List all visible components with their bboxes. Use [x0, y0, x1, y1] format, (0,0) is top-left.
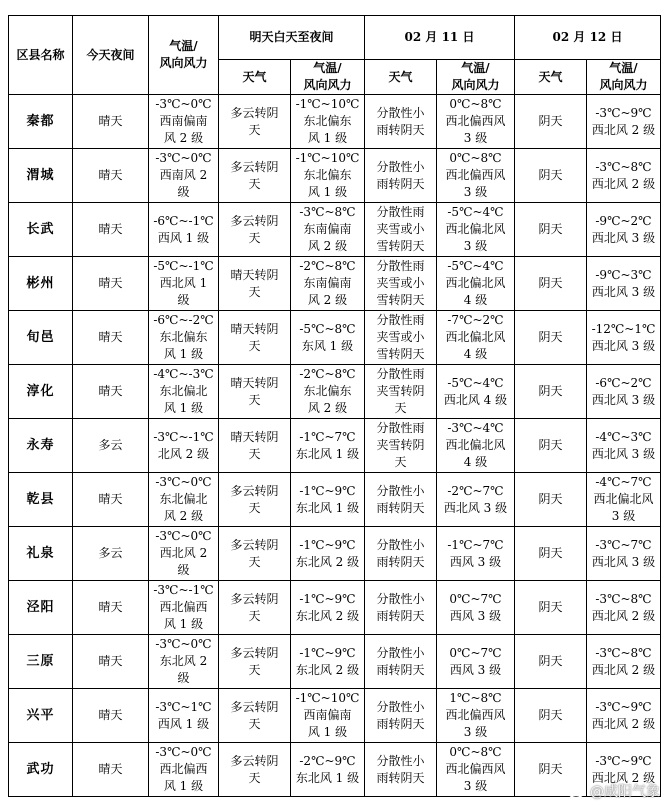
- tomorrow-temp-wind: -1℃~9℃ 东北风 2 级: [291, 635, 365, 689]
- header-tonight-temp-wind: 气温/ 风向风力: [149, 16, 219, 95]
- table-row: [9, 311, 661, 365]
- day2-temp-wind: -2℃~7℃ 西北风 3 级: [437, 473, 515, 527]
- day3-temp-wind: -3℃~8℃ 西北风 2 级: [587, 635, 661, 689]
- day2-temp-wind: -5℃~4℃ 西北偏北风 4 级: [437, 257, 515, 311]
- day3-temp-wind: -6℃~2℃ 西北风 3 级: [587, 365, 661, 419]
- tomorrow-temp-wind: -1℃~7℃ 东北风 1 级: [291, 419, 365, 473]
- tomorrow-weather: 晴天转阴 天: [219, 257, 291, 311]
- tomorrow-weather: 多云转阴 天: [219, 635, 291, 689]
- header-day3: 02 月 12 日: [515, 16, 661, 60]
- day3-weather: 阴天: [515, 527, 587, 581]
- day2-weather: 分散性雨 夹雪转阴 天: [365, 419, 437, 473]
- tonight-weather: 晴天: [73, 257, 149, 311]
- day3-temp-wind: -4℃~3℃ 西北风 3 级: [587, 419, 661, 473]
- tomorrow-temp-wind: -1℃~10℃ 西南偏南 风 1 级: [291, 689, 365, 743]
- county-name: 旬邑: [9, 311, 73, 365]
- tonight-temp-wind: -6℃~-1℃ 西风 1 级: [149, 203, 219, 257]
- tomorrow-temp-wind: -1℃~10℃ 东北偏东 风 1 级: [291, 149, 365, 203]
- day2-temp-wind: -1℃~7℃ 西风 3 级: [437, 527, 515, 581]
- forecast-table: [8, 15, 661, 797]
- header-weather: 天气: [219, 60, 291, 95]
- day2-weather: 分散性小 雨转阴天: [365, 635, 437, 689]
- tonight-temp-wind: -3℃~0℃ 西南风 2 级: [149, 149, 219, 203]
- tomorrow-weather: 多云转阴 天: [219, 95, 291, 149]
- tonight-weather: 晴天: [73, 635, 149, 689]
- day3-temp-wind: -3℃~9℃ 西北风 2 级: [587, 689, 661, 743]
- county-name: 武功: [9, 743, 73, 797]
- day2-temp-wind: -7℃~2℃ 西北偏北风 4 级: [437, 311, 515, 365]
- day2-temp-wind: -3℃~4℃ 西北偏北风 4 级: [437, 419, 515, 473]
- day3-temp-wind: -3℃~8℃ 西北风 2 级: [587, 581, 661, 635]
- day3-weather: 阴天: [515, 365, 587, 419]
- day3-temp-wind: -9℃~3℃ 西北风 3 级: [587, 257, 661, 311]
- county-name: 泾阳: [9, 581, 73, 635]
- day3-weather: 阴天: [515, 257, 587, 311]
- day3-weather: 阴天: [515, 581, 587, 635]
- header-weather: 天气: [515, 60, 587, 95]
- day3-weather: 阴天: [515, 203, 587, 257]
- table-row: [9, 257, 661, 311]
- tonight-weather: 多云: [73, 527, 149, 581]
- table-row: [9, 473, 661, 527]
- day2-weather: 分散性雨 夹雪或小 雪转阴天: [365, 311, 437, 365]
- forecast-body: [9, 95, 661, 797]
- day2-weather: 分散性雨 夹雪或小 雪转阴天: [365, 203, 437, 257]
- day3-temp-wind: -12℃~1℃ 西北风 3 级: [587, 311, 661, 365]
- day2-weather: 分散性小 雨转阴天: [365, 743, 437, 797]
- tonight-temp-wind: -3℃~0℃ 西北风 2 级: [149, 527, 219, 581]
- tonight-temp-wind: -3℃~-1℃ 北风 2 级: [149, 419, 219, 473]
- table-row: [9, 689, 661, 743]
- county-name: 长武: [9, 203, 73, 257]
- day3-weather: 阴天: [515, 635, 587, 689]
- tomorrow-temp-wind: -1℃~9℃ 东北风 1 级: [291, 473, 365, 527]
- day3-temp-wind: -3℃~8℃ 西北风 2 级: [587, 149, 661, 203]
- header-tonight: 今天夜间: [73, 16, 149, 95]
- header-temp-wind: 气温/ 风向风力: [437, 60, 515, 95]
- tonight-weather: 晴天: [73, 581, 149, 635]
- county-name: 三原: [9, 635, 73, 689]
- county-name: 彬州: [9, 257, 73, 311]
- tomorrow-weather: 晴天转阴 天: [219, 419, 291, 473]
- weibo-logo-icon: [568, 784, 586, 798]
- table-row: [9, 149, 661, 203]
- county-name: 礼泉: [9, 527, 73, 581]
- tonight-temp-wind: -4℃~-3℃ 东北偏北 风 1 级: [149, 365, 219, 419]
- tomorrow-temp-wind: -5℃~8℃ 东风 1 级: [291, 311, 365, 365]
- tonight-temp-wind: -3℃~0℃ 西北偏西 风 1 级: [149, 743, 219, 797]
- day2-temp-wind: 1℃~8℃ 西北偏西风 3 级: [437, 689, 515, 743]
- day2-weather: 分散性雨 夹雪或小 雪转阴天: [365, 257, 437, 311]
- tomorrow-weather: 多云转阴 天: [219, 743, 291, 797]
- table-row: [9, 203, 661, 257]
- table-row: [9, 419, 661, 473]
- tonight-weather: 晴天: [73, 473, 149, 527]
- day3-weather: 阴天: [515, 743, 587, 797]
- watermark: [568, 781, 660, 801]
- tomorrow-weather: 晴天转阴 天: [219, 311, 291, 365]
- day2-weather: 分散性小 雨转阴天: [365, 689, 437, 743]
- tonight-temp-wind: -3℃~0℃ 东北风 2 级: [149, 635, 219, 689]
- table-row: [9, 581, 661, 635]
- day2-weather: 分散性小 雨转阴天: [365, 473, 437, 527]
- tomorrow-weather: 多云转阴 天: [219, 203, 291, 257]
- tonight-temp-wind: -6℃~-2℃ 东北偏东 风 1 级: [149, 311, 219, 365]
- tomorrow-weather: 多云转阴 天: [219, 527, 291, 581]
- tomorrow-temp-wind: -1℃~9℃ 东北风 2 级: [291, 581, 365, 635]
- tomorrow-weather: 多云转阴 天: [219, 149, 291, 203]
- tonight-temp-wind: -3℃~1℃ 西风 1 级: [149, 689, 219, 743]
- day3-weather: 阴天: [515, 473, 587, 527]
- header-tomorrow: 明天白天至夜间: [219, 16, 365, 60]
- tonight-weather: 晴天: [73, 311, 149, 365]
- table-row: [9, 527, 661, 581]
- tonight-weather: 晴天: [73, 365, 149, 419]
- header-day2: 02 月 11 日: [365, 16, 515, 60]
- tonight-temp-wind: -5℃~-1℃ 西北风 1 级: [149, 257, 219, 311]
- header-weather: 天气: [365, 60, 437, 95]
- day2-temp-wind: 0℃~8℃ 西北偏西风 3 级: [437, 743, 515, 797]
- tonight-weather: 晴天: [73, 149, 149, 203]
- table-row: [9, 95, 661, 149]
- tonight-weather: 晴天: [73, 743, 149, 797]
- county-name: 渭城: [9, 149, 73, 203]
- table-row: [9, 365, 661, 419]
- day3-weather: 阴天: [515, 95, 587, 149]
- tomorrow-temp-wind: -2℃~9℃ 东北风 1 级: [291, 743, 365, 797]
- tomorrow-temp-wind: -3℃~8℃ 东南偏南 风 2 级: [291, 203, 365, 257]
- county-name: 兴平: [9, 689, 73, 743]
- tomorrow-weather: 多云转阴 天: [219, 689, 291, 743]
- tomorrow-weather: 晴天转阴 天: [219, 365, 291, 419]
- day2-weather: 分散性雨 夹雪转阴 天: [365, 365, 437, 419]
- watermark-text: @咸阳气象: [590, 784, 660, 800]
- day2-weather: 分散性小 雨转阴天: [365, 95, 437, 149]
- day2-temp-wind: 0℃~8℃ 西北偏西风 3 级: [437, 149, 515, 203]
- day2-weather: 分散性小 雨转阴天: [365, 581, 437, 635]
- county-name: 淳化: [9, 365, 73, 419]
- day2-temp-wind: -5℃~4℃ 西北偏北风 3 级: [437, 203, 515, 257]
- header-temp-wind: 气温/ 风向风力: [587, 60, 661, 95]
- tonight-temp-wind: -3℃~-1℃ 西北偏西 风 1 级: [149, 581, 219, 635]
- tomorrow-temp-wind: -1℃~9℃ 东北风 2 级: [291, 527, 365, 581]
- tonight-weather: 晴天: [73, 203, 149, 257]
- table-row: [9, 635, 661, 689]
- day3-weather: 阴天: [515, 689, 587, 743]
- tonight-weather: 晴天: [73, 95, 149, 149]
- tomorrow-weather: 多云转阴 天: [219, 581, 291, 635]
- day3-weather: 阴天: [515, 311, 587, 365]
- county-name: 乾县: [9, 473, 73, 527]
- header-county: 区县名称: [9, 16, 73, 95]
- day2-temp-wind: -5℃~4℃ 西北风 4 级: [437, 365, 515, 419]
- tomorrow-temp-wind: -2℃~8℃ 东南偏南 风 2 级: [291, 257, 365, 311]
- table-row: [9, 743, 661, 797]
- tomorrow-weather: 多云转阴 天: [219, 473, 291, 527]
- day2-temp-wind: 0℃~7℃ 西风 3 级: [437, 581, 515, 635]
- day3-weather: 阴天: [515, 419, 587, 473]
- day3-weather: 阴天: [515, 149, 587, 203]
- tomorrow-temp-wind: -1℃~10℃ 东北偏东 风 1 级: [291, 95, 365, 149]
- tonight-weather: 晴天: [73, 689, 149, 743]
- day2-weather: 分散性小 雨转阴天: [365, 149, 437, 203]
- day3-temp-wind: -4℃~7℃ 西北偏北风 3 级: [587, 473, 661, 527]
- county-name: 永寿: [9, 419, 73, 473]
- day3-temp-wind: -3℃~7℃ 西北风 3 级: [587, 527, 661, 581]
- day2-temp-wind: 0℃~8℃ 西北偏西风 3 级: [437, 95, 515, 149]
- day2-temp-wind: 0℃~7℃ 西风 3 级: [437, 635, 515, 689]
- tonight-weather: 多云: [73, 419, 149, 473]
- day3-temp-wind: -3℃~9℃ 西北风 2 级: [587, 95, 661, 149]
- tonight-temp-wind: -3℃~0℃ 西南偏南 风 2 级: [149, 95, 219, 149]
- tonight-temp-wind: -3℃~0℃ 东北偏北 风 2 级: [149, 473, 219, 527]
- header-temp-wind: 气温/ 风向风力: [291, 60, 365, 95]
- day3-temp-wind: -3℃~9℃ 西北风 2 级: [587, 743, 661, 797]
- day3-temp-wind: -9℃~2℃ 西北风 3 级: [587, 203, 661, 257]
- tomorrow-temp-wind: -2℃~8℃ 东北偏东 风 2 级: [291, 365, 365, 419]
- county-name: 秦都: [9, 95, 73, 149]
- day2-weather: 分散性小 雨转阴天: [365, 527, 437, 581]
